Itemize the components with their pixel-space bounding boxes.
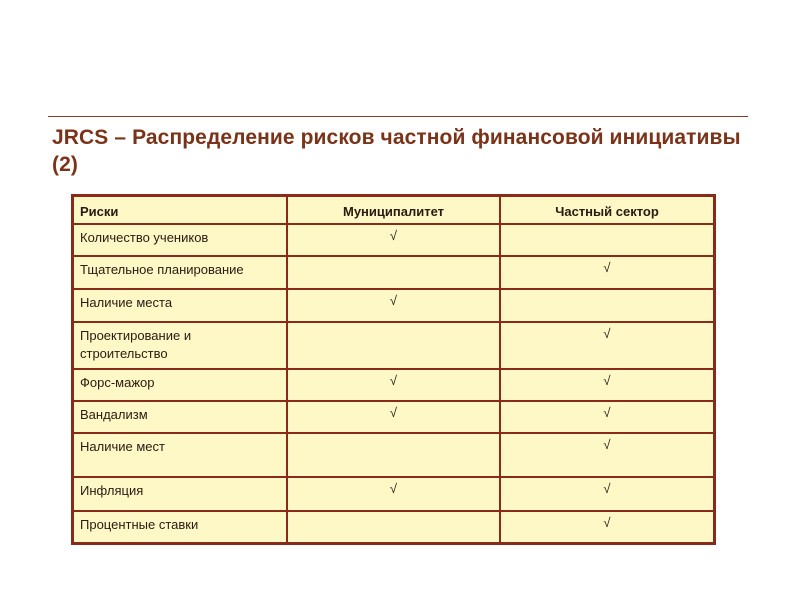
private-check: √ — [500, 369, 713, 401]
municipality-check — [287, 256, 500, 289]
risk-allocation-table — [71, 194, 716, 545]
private-check — [500, 289, 713, 322]
private-check: √ — [500, 256, 713, 289]
risk-name: Тщательное планирование — [74, 256, 287, 289]
private-check: √ — [500, 401, 713, 433]
risk-name: Инфляция — [74, 477, 287, 511]
table-row — [74, 256, 713, 289]
table-row — [74, 224, 713, 256]
municipality-check: √ — [287, 401, 500, 433]
municipality-check: √ — [287, 289, 500, 322]
risk-name: Форс-мажор — [74, 369, 287, 401]
municipality-check — [287, 322, 500, 369]
risk-name: Наличие мест — [74, 433, 287, 477]
table-row — [74, 289, 713, 322]
table-row — [74, 477, 713, 511]
slide-title: JRCS – Распределение рисков частной финансовой инициативы (2) — [52, 126, 741, 176]
risk-name: Наличие места — [74, 289, 287, 322]
header-municipality: Муниципалитет — [287, 197, 500, 224]
risk-name: Процентные ставки — [74, 511, 287, 542]
header-risks: Риски — [74, 197, 287, 224]
private-check: √ — [500, 511, 713, 542]
private-check — [500, 224, 713, 256]
private-check: √ — [500, 433, 713, 477]
table-row — [74, 322, 713, 369]
table-row — [74, 511, 713, 542]
header-private-sector: Частный сектор — [500, 197, 713, 224]
municipality-check: √ — [287, 224, 500, 256]
municipality-check: √ — [287, 477, 500, 511]
municipality-check: √ — [287, 369, 500, 401]
private-check: √ — [500, 477, 713, 511]
municipality-check — [287, 511, 500, 542]
risk-name: Вандализм — [74, 401, 287, 433]
table-row — [74, 369, 713, 401]
risk-name: Проектирование и строительство — [74, 322, 287, 369]
table-row — [74, 433, 713, 477]
table-row — [74, 401, 713, 433]
risk-name: Количество учеников — [74, 224, 287, 256]
table-header-row — [74, 197, 713, 224]
title-divider — [48, 116, 748, 117]
municipality-check — [287, 433, 500, 477]
private-check: √ — [500, 322, 713, 369]
